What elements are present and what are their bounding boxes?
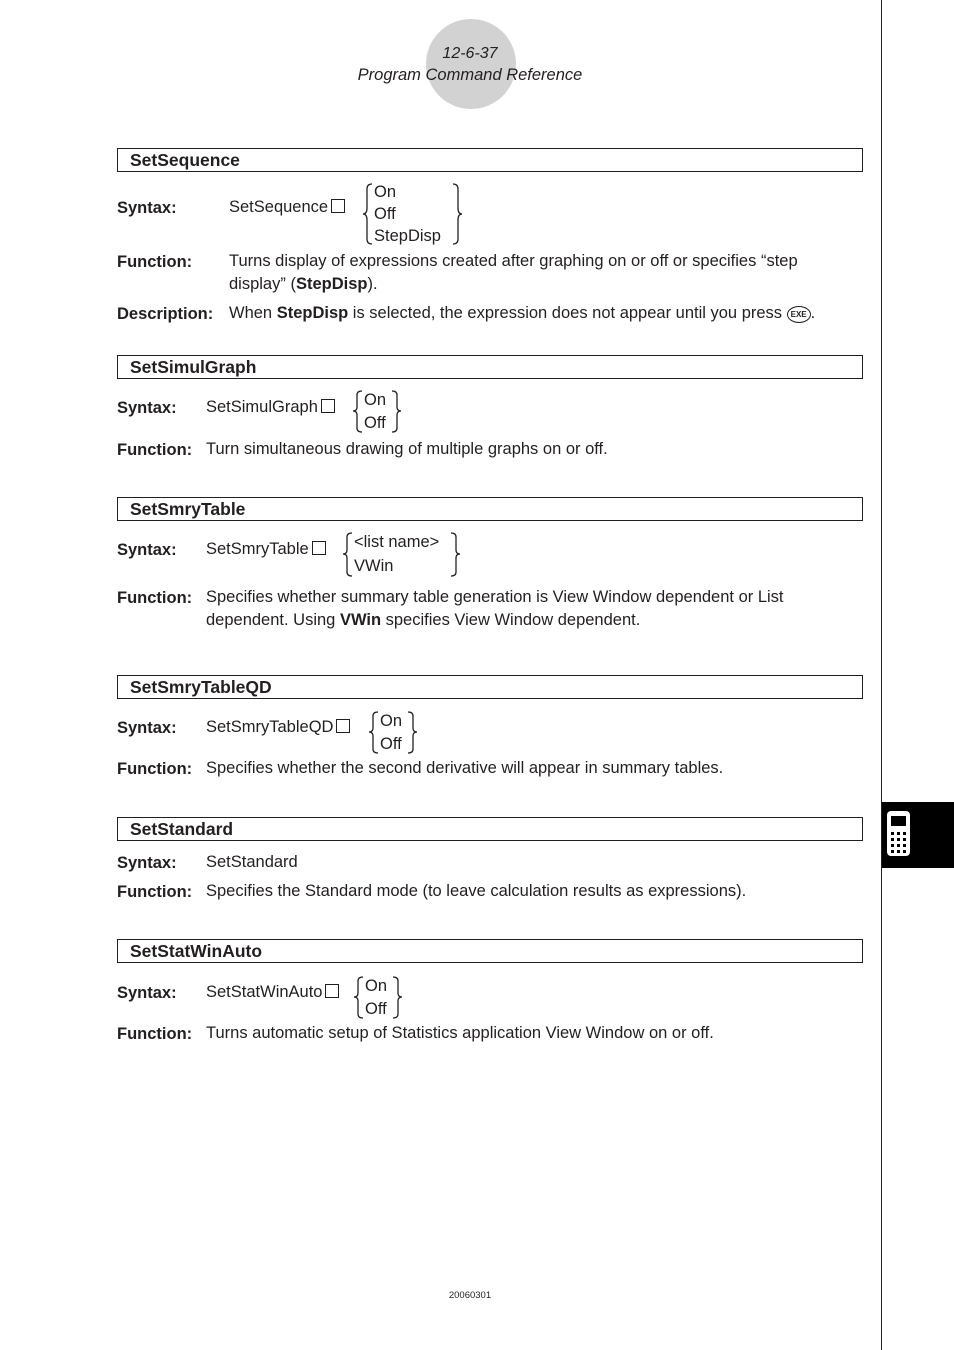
- function-text-line2: dependent. Using VWin specifies View Window dependent.: [206, 611, 641, 629]
- function-label: Function:: [117, 253, 193, 271]
- option-item: Off: [364, 414, 386, 432]
- function-text: Specifies whether the second derivative will appear in summary tables.: [206, 759, 724, 777]
- syntax-command: SetSmryTableQD: [206, 716, 350, 739]
- left-brace: [352, 390, 364, 433]
- right-brace: [406, 711, 418, 754]
- option-item: On: [380, 712, 403, 730]
- function-text-line2: display” (StepDisp).: [229, 275, 378, 293]
- function-label: Function:: [117, 883, 193, 901]
- option-item: VWin: [354, 557, 394, 575]
- function-label: Function:: [117, 589, 193, 607]
- function-text-line1: Turns display of expressions created after graphing on or off or specifies “step: [229, 252, 798, 270]
- entry-title-box: [117, 355, 863, 379]
- space-symbol: [336, 719, 350, 733]
- footer-code: 20060301: [448, 1290, 492, 1301]
- left-brace: [353, 976, 365, 1019]
- page-number-circle: [426, 19, 516, 109]
- syntax-label: Syntax:: [117, 719, 177, 737]
- syntax-command: SetSequence: [229, 196, 345, 219]
- option-item: <list name>: [354, 533, 440, 551]
- left-brace: [362, 183, 374, 245]
- syntax-label: Syntax:: [117, 984, 177, 1002]
- function-label: Function:: [117, 1025, 193, 1043]
- function-text: Specifies the Standard mode (to leave calculation results as expressions).: [206, 882, 747, 900]
- calculator-icon: [882, 802, 954, 868]
- option-item: StepDisp: [374, 227, 441, 245]
- entry-title-box: [117, 148, 863, 172]
- entry-title: SetStandard: [130, 819, 234, 839]
- right-brace: [451, 183, 463, 245]
- entry-title: SetSmryTable: [130, 499, 246, 519]
- left-brace: [342, 532, 354, 577]
- syntax-command: SetStatWinAuto: [206, 981, 339, 1004]
- option-item: Off: [374, 205, 396, 223]
- section-title: Program Command Reference: [357, 66, 583, 84]
- function-label: Function:: [117, 441, 193, 459]
- option-item: On: [365, 977, 388, 995]
- syntax-label: Syntax:: [117, 541, 177, 559]
- entry-title: SetStatWinAuto: [130, 941, 263, 961]
- page-number: 12-6-37: [442, 45, 498, 62]
- function-text-line1: Specifies whether summary table generation is View Window dependent or List: [206, 588, 784, 606]
- syntax-command: SetStandard: [206, 853, 298, 871]
- space-symbol: [321, 399, 335, 413]
- right-brace: [391, 976, 403, 1019]
- entry-title: SetSimulGraph: [130, 357, 257, 377]
- space-symbol: [325, 984, 339, 998]
- syntax-label: Syntax:: [117, 199, 177, 217]
- entry-title-box: [117, 817, 863, 841]
- chapter-tab: [882, 802, 954, 868]
- right-margin-rule: [881, 0, 882, 1350]
- right-brace: [449, 532, 461, 577]
- option-item: Off: [365, 1000, 387, 1018]
- description-text: When StepDisp is selected, the expression does not appear until you press EXE .: [229, 304, 816, 322]
- syntax-label: Syntax:: [117, 399, 177, 417]
- function-text: Turn simultaneous drawing of multiple graphs on or off.: [206, 440, 608, 458]
- function-label: Function:: [117, 760, 193, 778]
- entry-title-box: [117, 675, 863, 699]
- space-symbol: [312, 541, 326, 555]
- left-brace: [368, 711, 380, 754]
- space-symbol: [331, 199, 345, 213]
- option-item: On: [374, 183, 397, 201]
- option-item: Off: [380, 735, 402, 753]
- entry-title-box: [117, 497, 863, 521]
- entry-title: SetSequence: [130, 150, 240, 170]
- syntax-command: SetSmryTable: [206, 538, 326, 561]
- entry-title-box: [117, 939, 863, 963]
- function-text: Turns automatic setup of Statistics application View Window on or off.: [206, 1024, 714, 1042]
- syntax-command: SetSimulGraph: [206, 396, 335, 419]
- option-item: On: [364, 391, 387, 409]
- exe-key-icon: EXE: [787, 306, 811, 323]
- entry-title: SetSmryTableQD: [130, 677, 272, 697]
- syntax-label: Syntax:: [117, 854, 177, 872]
- description-label: Description:: [117, 305, 214, 323]
- right-brace: [390, 390, 402, 433]
